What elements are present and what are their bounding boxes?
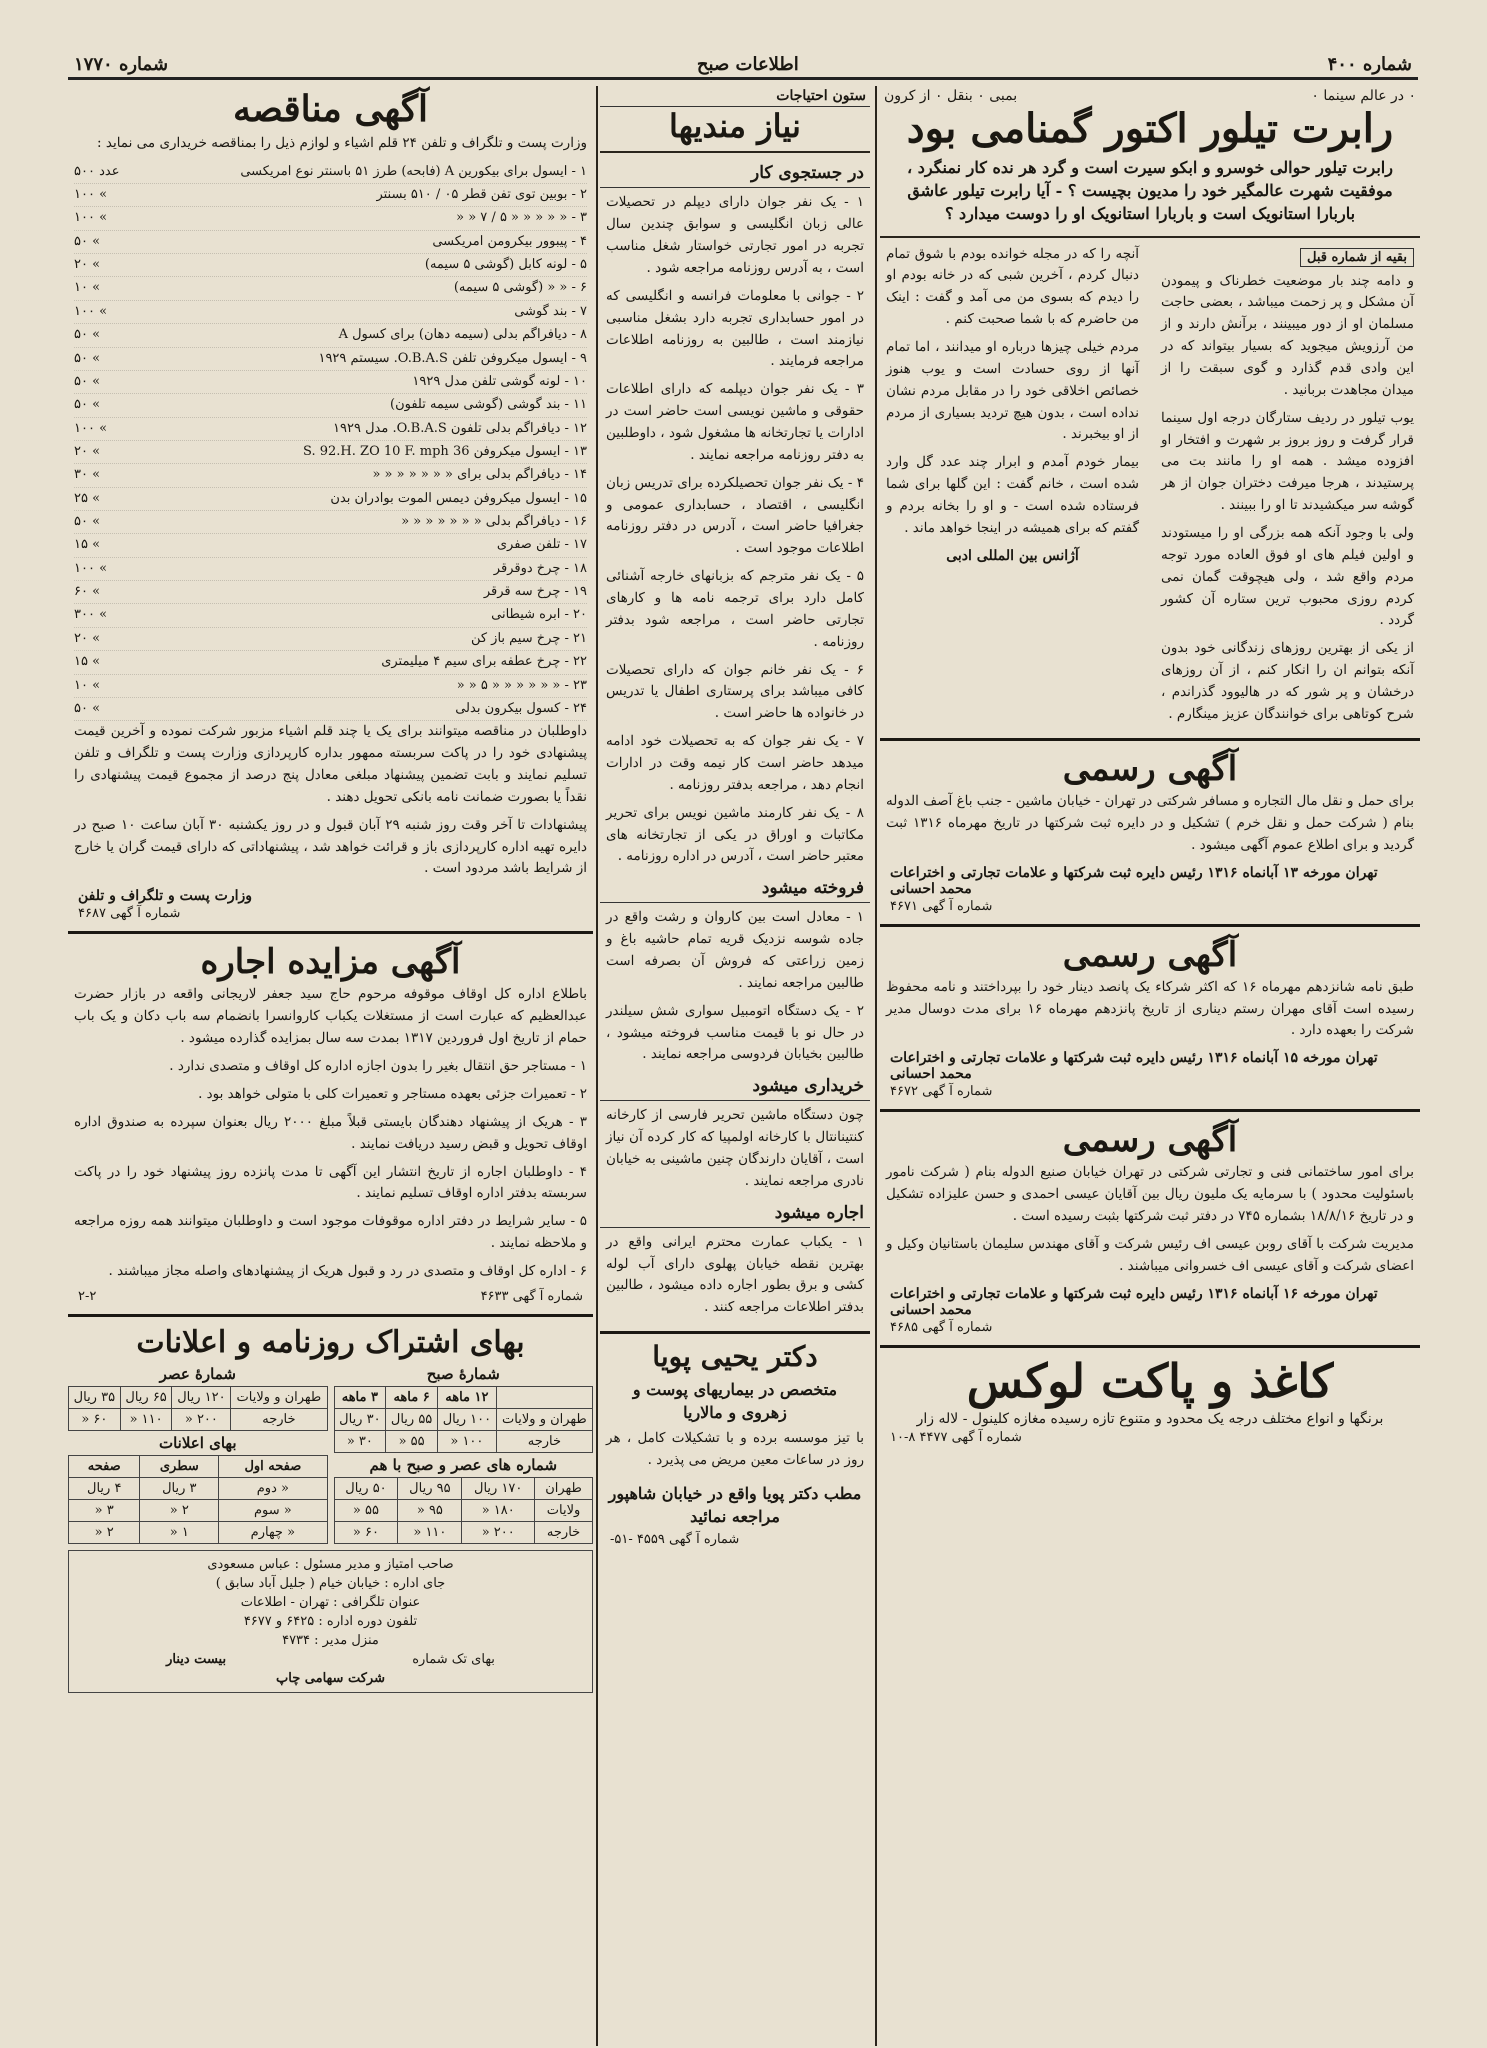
table-row: « چهارم ۱ « ۲ « [69, 1521, 328, 1543]
masthead-issue-left: شماره ۱۷۷۰ [74, 54, 169, 75]
table-row: ولایات ۱۸۰ « ۹۵ « ۵۵ « [334, 1499, 593, 1521]
list-item: ۱۱ - بند گوشی (گوشی سیمه تلفون) ۵۰ « [74, 394, 587, 417]
telegraph-line: عنوان تلگرافی : تهران - اطلاعات [240, 1594, 421, 1610]
list-item: ۱ - ایسول برای بیکورین A (فابحه) طرز ۵۱ باسنتر نوع امریکسی ۵۰۰ عدد [74, 161, 587, 184]
list-item: ۱۰ - لونه گوشی تلفن مدل ۱۹۲۹ ۵۰ « [74, 371, 587, 394]
section-for-sale: فروخته میشود [600, 874, 870, 903]
job-seekers-list [600, 192, 870, 874]
official-notice-3 [880, 1118, 1420, 1338]
tender-title: آگهی مناقصه [232, 88, 429, 130]
ad-number: شماره آ گهی ۴۴۷۷ ۸-۱۰ [890, 1429, 1022, 1445]
section-job-seekers: در جستجوی کار [600, 159, 870, 188]
article-paragraph: از یکی از بهترین روزهای زندگانی خود بدون آنکه بتوانم ان را انکار کنم ، از آن روزهای درخشان و پر شور که در هالیوود گذراندم ، شرح کوتاهی برای خوانندگان عزیز مینگارم . [1161, 640, 1414, 722]
list-item: ۳ - « « « « « ۵ / ۷ « « ۱۰۰ « [74, 207, 587, 230]
table-row: « دوم ۳ ریال ۴ ریال [69, 1477, 328, 1499]
address-line: جای اداره : خیابان خیام ( جلیل آباد سابق ) [215, 1575, 446, 1591]
table-row: طهران ۱۷۰ ریال ۹۵ ریال ۵۰ ریال [334, 1477, 593, 1499]
lease-text: باطلاع اداره کل اوقاف موقوفه مرحوم حاج سید جعفر لاریجانی واقعه در بازار حضرت عبدالعظیم که عبارت است از مستغلات یکباب کاروانسرا بانضمام سه باب دکان و یک باب حمام از تاریخ اول فروردین ۱۳۱۷ بمدت سه سال بمزایده گذارده میشود . [74, 986, 587, 1047]
lease-auction-notice [68, 940, 593, 1308]
doctor-text: با تیز موسسه برده و با تشکیلات کامل ، هر روز در ساعات معین مریض می پذیرد . [606, 1430, 864, 1469]
tender-body: پیشنهادات تا آخر وقت روز شنبه ۲۹ آبان قبول و در روز یکشنبه ۳۰ آبان ساعت ۱۰ صبح در دایره تهیه اداره کارپردازی باز و قرائت خواهد شد ، پیشنهاداتی که دارای قیمت گران یا خارج از شرایط باشد مردود است . [74, 816, 587, 877]
list-item: ۲۲ - چرخ عطفه برای سیم ۴ میلیمتری ۱۵ « [74, 651, 587, 674]
ads-rates-head: بهای اعلانات [158, 1433, 237, 1452]
notice-text: مدیریت شرکت با آقای روبن عیسی اف رئیس شرکت و آقای مهندس سلیمان باستانیان وکیل و اعضای شرکت و آقای عیسی اف خسروانی میباشند . [886, 1236, 1414, 1274]
list-item: ۷ - یک نفر جوان که به تحصیلات خود ادامه میدهد حاضر است کار نیمه وقت در ادارات انجام دهد ، مراجعه بدفتر روزنامه . [606, 733, 864, 793]
publisher-box [68, 1550, 593, 1693]
tender-signature: وزارت پست و تلگراف و تلفن [78, 888, 253, 905]
tender-number: شماره آ گهی ۴۶۸۷ [78, 906, 181, 922]
evening-rates-table [68, 1386, 328, 1431]
needs-header-bar [600, 86, 870, 107]
list-item: ۳ - یک نفر جوان دیپلمه که دارای اطلاعات حقوقی و ماشین نویسی است حاضر است در ادارات یا تجارتخانه ها مشغول شود ، داوطلبین به دفتر روزنامه مراجعه نمایند . [606, 381, 864, 463]
tender-items [68, 161, 593, 722]
article-paragraph: ولی با وجود آنکه همه بزرگی او را میستودند و اولین فیلم های او فوق العاده مورد توجه مردم واقع شد ، ولی هیچوقت گمان نمی کردم روزی محبوب ترین ستاره آن کشور گردد . [1161, 525, 1414, 629]
list-item: ۱۲ - دیافراگم بدلی تلفون O.B.A.S. مدل ۱۹۲۹ ۱۰۰ « [74, 418, 587, 441]
ads-rates-table: صفحه اول سطری صفحه « دوم ۳ ریال ۴ ریال « سوم ۲ « ۳ « « چهارم ۱ « ۲ « [68, 1455, 328, 1544]
table-row: خارجه ۱۰۰ « ۵۵ « ۳۰ « [334, 1430, 593, 1452]
doctor-specialty: متخصص در بیماریهای پوست و زهروی و مالاریا [632, 1379, 838, 1422]
list-item: ۱ - مستاجر حق انتقال بغیر را بدون اجازه اداره کل اوقاف و متصدی ندارد . [169, 1058, 587, 1075]
list-item: ۱ - یکباب عمارت محترم ایرانی واقع در بهترین نقطه خیابان پهلوی دارای آب لوله کشی و برق بطور اجاره داده میشود ، طالبین بدفتر اطلاعات مراجعه کنند . [606, 1233, 864, 1316]
section-wanted-to-buy: خریداری میشود [600, 1072, 870, 1101]
notice-title: آگهی رسمی [1062, 748, 1238, 789]
cinema-caption: ۰ در عالم سینما ۰ [1311, 88, 1416, 104]
article-paragraph: مردم خیلی چیزها درباره او میدانند ، اما تمام آنها از روی حسادت است و یوب هنوز خصائص اخلاقی خود را در مقابل مردم نشان نداده است ، بدون هیچ تردید بسیاری از مردم از او بیخبرند . [886, 339, 1139, 443]
notice-text: برای حمل و نقل مال التجاره و مسافر شرکتی در تهران - خیابان ماشین - جنب باغ آصف الدوله بنام ( شرکت حمل و نقل خرم ) تشکیل و در دایره ثبت شرکتها در تاریخ مهرماه ۱۳۱۶ ثبت گردید و برای اطلاع عموم آگهی میشود . [886, 792, 1414, 853]
tender-body: داوطلبان در مناقصه میتوانند برای یک یا چند قلم اشیاء مزبور شرکت نموده و آخرین قیمت پیشنهادی خود را در پاکت سربسته ممهور بداره کارپردازی وزارت پست و تلگراف و تلفن تسلیم نمایند و بابت تضمین پیشنهاد مبلغی معادل پنج درصد از مجموع قیمت پیشنهادی را نقداً یا بصورت ضمانت نامه بانکی تحویل دهند . [74, 723, 587, 805]
article-byline: آژانس بین المللی ادبی [946, 547, 1079, 564]
notice-text: برای امور ساختمانی فنی و تجارتی شرکتی در تهران خیابان صنیع الدوله بنام ( شرکت نامور باسئولیت محدود ) با سرمایه یک ملیون ریال بین آقایان عیسی احمدی و حسن علیزاده تشکیل و در تاریخ ۱۸/۸/۱۶ بشماره ۷۴۵ در دفتر ثبت شرکتها بثبت رسیده است . [886, 1164, 1414, 1225]
official-notice-2 [880, 933, 1420, 1104]
list-item: ۷ - بند گوشی ۱۰۰ « [74, 301, 587, 324]
continued-label: بقیه از شماره قبل [1300, 248, 1414, 267]
article-paragraph: آنچه را که در مجله خوانده بودم با شوق تمام دنبال کردم ، آخرین شبی که در خانه بودم او را دیدم که بسوی من می آمد و گفت : اینک من حاضرم که با شما صحبت کنم . [886, 245, 1139, 328]
robert-taylor-subheadline: رابرت تیلور حوالی خوسرو و ابکو سیرت است و گرد هر نده کار نمنگرد ، موفقیت شهرت عالمگیر خود را مدیون بچیست ؟ - آیا رابرت تیلور عاشق باربارا استانویک است و باربارا استانویک او را دوست میدارد ؟ [907, 158, 1393, 224]
masthead-paper-name: اطلاعات صبح [696, 54, 799, 75]
lease-title: آگهی مزایده اجاره [200, 942, 461, 983]
notice-number: شماره آ گهی ۴۶۷۲ [890, 1084, 993, 1100]
list-item: ۱۵ - ایسول میکروفن دیمس الموت بوادران بدن ۲۵ « [74, 488, 587, 511]
notice-number: شماره آ گهی ۴۶۸۵ [890, 1319, 993, 1335]
list-item: ۲۰ - ابره شیطانی ۳۰۰ « [74, 604, 587, 627]
morning-edition-head: شمارهٔ صبح [426, 1364, 500, 1383]
subscription-title: بهای اشتراک روزنامه و اعلانات [136, 1324, 525, 1360]
single-issue-label: بهای تک شماره [412, 1651, 495, 1667]
needs-column-label: ستون احتیاجات [776, 88, 866, 104]
list-item: ۱۶ - دیافراگم بدلی « « « « « « « ۵۰ « [74, 511, 587, 534]
table-row: طهران و ولایات ۱۰۰ ریال ۵۵ ریال ۳۰ ریال [334, 1408, 593, 1430]
tender-intro: وزارت پست و تلگراف و تلفن ۲۴ قلم اشیاء و لوازم ذیل را بمناقصه خریداری می نماید : [97, 134, 587, 151]
lease-number: شماره آ گهی ۴۶۳۳ [480, 1288, 583, 1304]
manager-phone-line: منزل مدیر : ۴۷۳۴ [282, 1632, 379, 1648]
table-row: « سوم ۲ « ۳ « [69, 1499, 328, 1521]
printer-line: شرکت سهامی چاپ [276, 1670, 385, 1686]
list-item: ۵ - یک نفر مترجم که بزبانهای خارجه آشنائی کامل دارد برای ترجمه نامه ها و کارهای تجارتی حاضر است ، مراجعه شود بدفتر روزنامه . [606, 568, 864, 650]
cinema-caption-bar [880, 86, 1420, 106]
both-editions-head: شماره های عصر و صبح با هم [369, 1455, 558, 1474]
list-item: ۱۹ - چرخ سه قرقر ۶۰ « [74, 581, 587, 604]
table-row: طهران و ولایات ۱۲۰ ریال ۶۵ ریال ۳۵ ریال [69, 1386, 328, 1408]
lease-footer [68, 1289, 593, 1308]
list-item: ۳ - هریک از پیشنهاد دهندگان بایستی قبلاً مبلغ ۲۰۰۰ ریال بعنوان سپرده به صندوق اداره اوقاف تحویل و قبض رسید دریافت نمایند . [74, 1113, 587, 1152]
column-divider-right [875, 86, 877, 2046]
doctor-name: دکتر یحیی پویا [652, 1340, 818, 1374]
classifieds-title: نیاز مندیها [669, 107, 801, 145]
notice-signature: تهران مورخه ۱۳ آبانماه ۱۳۱۶ رئیس دایره ثبت شرکتها و علامات تجارتی و اختراعات محمد احسانی [890, 864, 1378, 897]
list-item: ۱ - معادل است بین کاروان و رشت واقع در جاده شوسه نزدیک قریه تمام حاشیه باغ و زمین زراعتی که فروش آن بصرفه است طالبین مراجعه نمایند . [606, 909, 864, 991]
publisher-line: صاحب امتیاز و مدیر مسئول : عباس مسعودی [207, 1556, 454, 1572]
single-issue-price: بیست دینار [166, 1651, 227, 1667]
ad-text: برنگها و انواع مختلف درجه یک محدود و متنوع تازه رسیده مغازه کلینول - لاله زار [916, 1410, 1384, 1427]
paper-envelope-ad [880, 1354, 1420, 1449]
official-notice-1 [880, 747, 1420, 918]
doctor-ad-number: شماره آ گهی ۴۵۵۹ -۵۱- [610, 1532, 740, 1548]
list-item: ۲ - جوانی با معلومات فرانسه و انگلیسی که در امور حسابداری تجربه دارد بشغل مناسبی نیازمند است ، طالبین به روزنامه اطلاعات مراجعه فرمایند . [606, 287, 864, 370]
list-item: چون دستگاه ماشین تحریر فارسی از کارخانه کنتینانتال با کارخانه اولمپیا که کار کرده آن نیاز است ، آقایان دارندگان چنین ماشینی به خیابان نادری مراجعه نمایند . [606, 1107, 864, 1189]
notice-signature: تهران مورخه ۱۶ آبانماه ۱۳۱۶ رئیس دایره ثبت شرکتها و علامات تجارتی و اختراعات محمد احسانی [890, 1285, 1378, 1318]
list-item: ۱۸ - چرخ دوقرقر ۱۰۰ « [74, 558, 587, 581]
doctor-ad [600, 1340, 870, 1551]
list-item: ۱۳ - ایسول میکروفن S. 92.H. ZO 10 F. mph 36 ۲۰ « [74, 441, 587, 464]
phone-line: تلفون دوره اداره : ۶۴۲۵ و ۴۶۷۷ [243, 1613, 418, 1629]
article-body [880, 244, 1420, 732]
notice-number: شماره آ گهی ۴۶۷۱ [890, 898, 993, 914]
list-item: ۲۳ - « « « « « « ۵ « « ۱۰ « [74, 675, 587, 698]
list-item: ۸ - یک نفر کارمند ماشین نویس برای تحریر مکاتبات و اوراق در یکی از تجارتخانه های معتبر حاضر است ، آدرس در اداره روزنامه . [606, 804, 864, 865]
list-item: ۲۱ - چرخ سیم باز کن ۲۰ « [74, 628, 587, 651]
list-item: ۴ - یک نفر جوان تحصیلکرده برای تدریس زبان انگلیسی ، اقتصاد ، حسابداری عمومی و جغرافیا حاضر است ، آدرس در دفتر روزنامه اطلاعات موجود است . [606, 474, 864, 557]
masthead-issue-right: شماره ۴۰۰ [1327, 54, 1412, 75]
robert-taylor-headline: رابرت تیلور اکتور گمنامی بود [906, 105, 1394, 152]
article-paragraph: یوب تیلور در ردیف ستارگان درجه اول سینما قرار گرفت و روز بروز بر شهرت و افتخار او افزوده میشد . همه او را مانند بت می پرستیدند ، هرجا میرفت دختران جوان از هر گوشه سر میکشیدند تا او را ببینند . [1161, 409, 1414, 514]
section-for-rent: اجاره میشود [600, 1199, 870, 1228]
list-item: ۶ - اداره کل اوقاف و متصدی در رد و قبول هریک از پیشنهادهای واصله مجاز میباشند . [108, 1262, 587, 1279]
cinema-source: بمبی ۰ بنقل ۰ از کرون [884, 88, 1018, 104]
article-paragraph: و دامه چند بار موضعیت خطرناک و پیمودن آن مشکل و پر زحمت میباشد ، بعضی حاجت مسلمان او از دور میبینند ، برآنش دارند و از من آرزویش میجوید که بسیار بیتواند که در این وادی قدم گذارد و گوی سبقت را از میدان مجاهدت بربانید . [1161, 272, 1414, 398]
list-item: ۵ - سایر شرایط در دفتر اداره موقوفات موجود است و داوطلبان میتوانند همه روزه مراجعه و ملاحظه نمایند . [74, 1213, 587, 1252]
list-item: ۴ - پیبوور بیکرومن امریکسی ۵۰ « [74, 231, 587, 254]
subscription-tables [68, 1362, 593, 1544]
list-item: ۲۴ - کسول بیکرون بدلی ۵۰ « [74, 698, 587, 721]
list-item: ۵ - لونه کابل (گوشی ۵ سیمه) ۲۰ « [74, 254, 587, 277]
column-divider-left [596, 86, 598, 2046]
both-rates-table [334, 1477, 594, 1544]
list-item: ۸ - دیافراگم بدلی (سیمه دهان) برای کسول A ۵۰ « [74, 324, 587, 347]
lease-sequence: ۲-۲ [78, 1288, 97, 1304]
list-item: ۶ - یک نفر خانم جوان که دارای تحصیلات کافی میباشد برای پرستاری اطفال یا تدریس در خانواده ها حاضر است . [606, 661, 864, 722]
list-item: ۲ - تعمیرات جزئی بعهده مستاجر و تعمیرات کلی با متولی خواهد بود . [198, 1085, 587, 1102]
notice-text: طبق نامه شانزدهم مهرماه ۱۶ که اکثر شرکاء یک پانصد دینار خود را بپرداختند و نامه محفوظ رسیده است آقای مهران رستم دیناری از تاریخ پانزدهم مهرماه ۱۶ برای مدت دوسال مدیر شرکت را بعهده دارد . [886, 978, 1414, 1039]
right-column [880, 86, 1420, 2046]
article-paragraph: بیمار خودم آمدم و ابرار چند عدد گل وارد شده است ، خانم گفت : این گلها برای شما فرستاده شده است - و او را بخانه بردم و گفتم که برای همیشه در اینجا خواهد ماند . [886, 454, 1139, 536]
list-item: ۱ - یک نفر جوان دارای دیپلم در تحصیلات عالی زبان انگلیسی و سوابق چندین سال تجربه در امور تجارتی خواستار شغل مناسب است ، به آدرس روزنامه مراجعه شود . [606, 194, 864, 276]
tender-notice [68, 86, 593, 925]
notice-title: آگهی رسمی [1062, 1120, 1238, 1161]
left-column [68, 86, 593, 2046]
ad-title: کاغذ و پاکت لوکس [966, 1353, 1334, 1408]
single-price-row [73, 1650, 588, 1669]
table-row: خارجه ۲۰۰ « ۱۱۰ « ۶۰ « [334, 1521, 593, 1543]
list-item: ۱۷ - تلفن صفری ۱۵ « [74, 534, 587, 557]
notice-title: آگهی رسمی [1062, 934, 1238, 975]
notice-signature: تهران مورخه ۱۵ آبانماه ۱۳۱۶ رئیس دایره ثبت شرکتها و علامات تجارتی و اختراعات محمد احسانی [890, 1050, 1378, 1083]
list-item: ۹ - ایسول میکروفن تلفن O.B.A.S. سیستم ۱۹۲۹ ۵۰ « [74, 348, 587, 371]
morning-rates-table: ۱۲ ماهه ۶ ماهه ۳ ماهه طهران و ولایات ۱۰۰ ریال ۵۵ ریال ۳۰ ریال خارجه ۱۰۰ « ۵۵ « ۳۰ « [334, 1386, 594, 1453]
middle-column [600, 86, 870, 2046]
masthead [68, 54, 1418, 80]
list-item: ۴ - داوطلبان اجاره از تاریخ انتشار این آگهی تا مدت پانزده روز پیشنهاد خود را در پاکت سربسته بدفتر اداره اوقاف تسلیم نمایند . [74, 1163, 587, 1202]
list-item: ۶ - « « (گوشی ۵ سیمه) ۱۰ « [74, 277, 587, 300]
table-row: خارجه ۲۰۰ « ۱۱۰ « ۶۰ « [69, 1408, 328, 1430]
list-item: ۲ - یک دستگاه اتومبیل سواری شش سیلندر در حال نو با قیمت مناسب فروخته میشود ، طالبین بخیابان فردوسی مراجعه نمایند . [606, 1002, 864, 1063]
evening-edition-head: شمارهٔ عصر [159, 1364, 236, 1383]
list-item: ۱۴ - دیافراگم بدلی برای « « « « « « « ۳۰ « [74, 464, 587, 487]
list-item: ۲ - بوبین توی تفن قطر ۰۵ / ۵۱۰ بسنتر ۱۰۰ « [74, 184, 587, 207]
subscription-rates [68, 1323, 593, 1693]
doctor-address: مطب دکتر پویا واقع در خیابان شاهپور مراجعه نمائید [608, 1483, 862, 1527]
